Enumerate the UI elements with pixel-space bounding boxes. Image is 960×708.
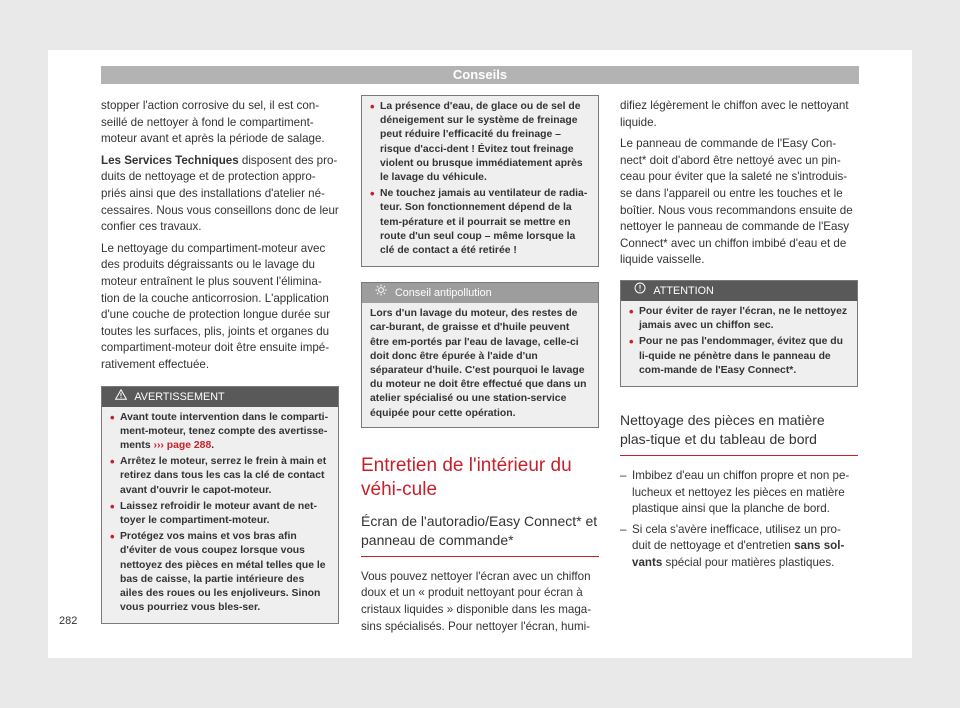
column-1 <box>101 98 339 624</box>
warning-header <box>102 387 338 407</box>
list-item: • La présence d'eau, de glace ou de sel de déneigement sur le système de freinage peut réduire l'efficacité du freinage – risque d'acci-dent ! Évitez tout freinage violent ou brusque immédiatement après le lavage du véhicule. <box>370 100 590 185</box>
eco-body: Lors d'un lavage du moteur, des restes de car-burant, de graisse et d'huile peuvent être em-portés par l'eau de lavage, celle-ci doit donc être épurée à l'aide d'un séparateur d'huile. C'est pourquoi le lavage du moteur ne doit être effectué que dans un atelier spécialisé ou une station-service équipée pour cette opération. <box>370 308 587 419</box>
paragraph: stopper l'action corrosive du sel, il est con-seillé de nettoyer à fond le compartiment-moteur avant et après la période de salage. <box>101 99 325 146</box>
sun-icon <box>370 283 392 303</box>
attention-box <box>620 280 858 387</box>
header-bar <box>101 66 859 84</box>
text: disposent des pro-duits de nettoyage et de protection appro-priés ainsi que des installations d'atelier né-cessaires. Nous vous conseillons donc de leur confier ces travaux. <box>101 153 339 234</box>
bold-text: Les Services Techniques <box>101 153 239 167</box>
list-item: • Laissez refroidir le moteur avant de net-toyer le compartiment-moteur. <box>110 500 330 528</box>
list-item: • Arrêtez le moteur, serrez le frein à main et retirez dans tous les cas la clé de contact avant d'ouvrir le capot-moteur. <box>110 455 330 498</box>
header-title: Conseils <box>452 67 508 82</box>
paragraph: difiez légèrement le chiffon avec le nettoyant liquide. <box>620 99 849 129</box>
warning-title: AVERTISSEMENT <box>134 390 225 403</box>
paragraph: Vous pouvez nettoyer l'écran avec un chiffon doux et un « produit nettoyant pour écran à cristaux liquides » disponible dans les maga-sins spécialisés. Pour nettoyer l'écran, humi- <box>361 569 592 633</box>
list-item: • Ne touchez jamais au ventilateur de radia-teur. Son fonctionnement dépend de la tem-pérature et il pourrait se mettre en route d'un seul coup – même lorsque la clé de contact a été retirée ! <box>370 187 590 258</box>
warning-triangle-icon <box>110 387 132 407</box>
paragraph: Le nettoyage du compartiment-moteur avec des produits dégraissants ou le lavage du moteur entraînent le plus souvent l'élimina-tion de la couche anticorrosion. L'application d'une couche de protection longue durée sur toutes les surfaces, plis, joints et organes du compartiment-moteur doit être ensuite impé-rativement effectuée. <box>101 241 331 371</box>
list-item <box>110 411 330 454</box>
subsection-title: Écran de l'autoradio/Easy Connect* et panneau de commande* <box>361 512 599 557</box>
warning-box <box>101 386 339 625</box>
text: spécial pour matières plastiques. <box>662 555 835 569</box>
text: Avant toute intervention dans le comparti-ment-moteur, tenez compte des avertisse-ments <box>120 411 329 451</box>
text: . <box>211 439 215 451</box>
list-item <box>620 522 858 572</box>
info-circle-icon <box>629 281 651 301</box>
paragraph <box>101 153 339 236</box>
section-title: Entretien de l'intérieur du véhi-cule <box>361 454 572 500</box>
warning-body <box>362 96 598 266</box>
page-link[interactable]: ››› page 288 <box>153 439 212 451</box>
list-item: • Pour ne pas l'endommager, évitez que du li-quide ne pénètre dans le panneau de com-mande de l'Easy Connect*. <box>629 335 849 378</box>
text: Si cela s'avère inefficace, utilisez un pro-duit de nettoyage et d'entretien <box>632 522 841 553</box>
eco-header <box>362 283 598 303</box>
eco-box <box>361 282 599 428</box>
list-item: • Protégez vos mains et vos bras afin d'éviter de vous coupez lorsque vous nettoyez des pièces en métal telles que le bas de caisse, la partie intérieure des ailes des roues ou les enjoliveurs. Sinon vous pourriez vous bles-ser. <box>110 530 330 615</box>
warning-body <box>102 407 338 624</box>
paragraph: Le panneau de commande de l'Easy Con-nect* doit d'abord être nettoyé avec un pin-ceau pour éviter que la saleté ne s'introduis-se dans l'appareil ou entre les touches et le boîtier. Nous vous recommandons ensuite de nettoyer le panneau de commande de l'Easy Connect* avec un chiffon imbibé d'eau et de liquide vaisselle. <box>620 137 853 267</box>
list-item: • Pour éviter de rayer l'écran, ne le nettoyez jamais avec un chiffon sec. <box>629 305 849 333</box>
attention-title: ATTENTION <box>653 284 714 297</box>
bold-text: sans sol-vants <box>632 539 845 569</box>
column-3 <box>620 98 858 576</box>
attention-body <box>621 301 857 386</box>
warning-box-continued <box>361 95 599 267</box>
eco-title: Conseil antipollution <box>395 287 492 300</box>
subsection-title: Nettoyage des pièces en matière plas-tique et du tableau de bord <box>620 411 858 456</box>
list-item: – Imbibez d'eau un chiffon propre et non pe-lucheux et nettoyez les pièces en matière plastique ainsi que la planche de bord. <box>620 468 858 518</box>
page-number: 282 <box>59 615 78 627</box>
attention-header <box>621 281 857 301</box>
column-2 <box>361 98 599 640</box>
